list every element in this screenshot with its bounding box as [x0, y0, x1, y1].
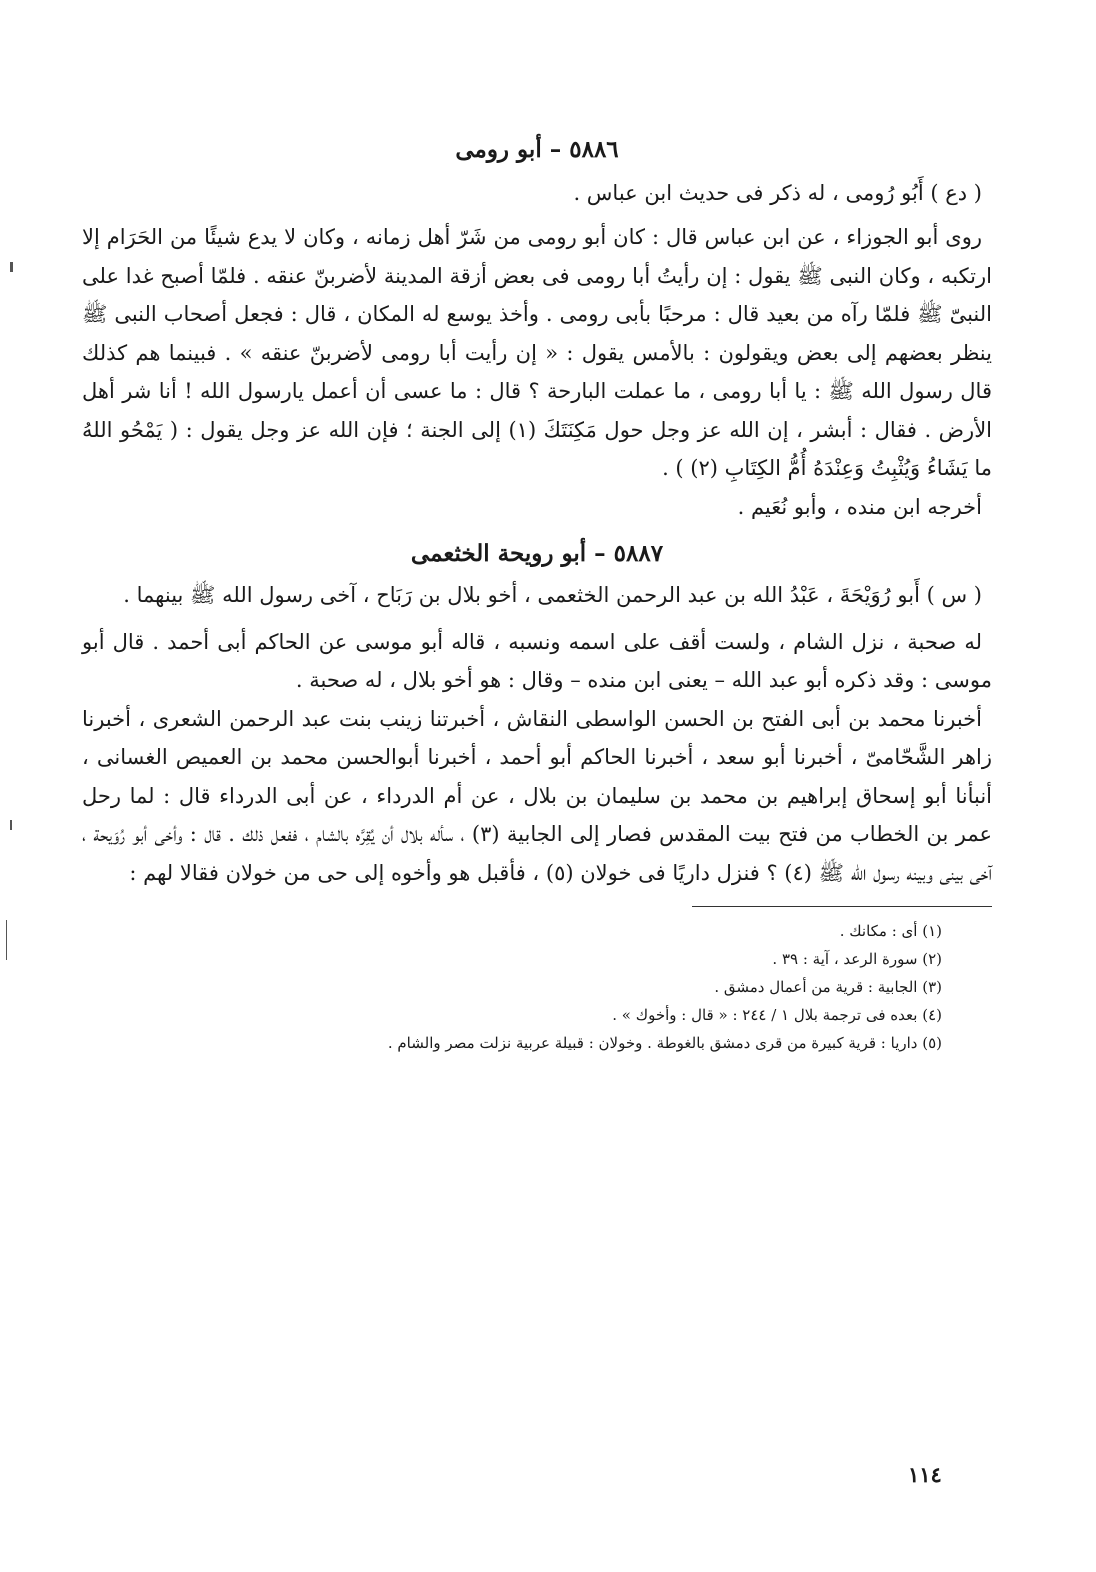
- page-body: [82, 128, 992, 1057]
- entry-5887-paragraph-2: أخبرنا محمد بن أبى الفتح بن الحسن الواسطى النقاش ، أخبرتنا زينب بنت عبد الرحمن الشعرى ، أخبرنا زاهر الشَّحّامىّ ، أخبرنا أبو سعد ، أخبرنا الحاكم أبو أحمد ، أخبرنا أبوالحسن محمد بن العميص الغسانى ، أنبأنا أبو إسحاق إبراهيم بن محمد بن سليمان بن بلال ، عن أم الدرداء ، عن أبى الدرداء قال : لما رحل عمر بن الخطاب من فتح بيت المقدس فصار إلى الجابية (٣) ، سأله بلال أن يُقِرَّه بالشام ، ففعل ذلك . قال : وأخى أبو رُوَيحة ، آخى بينى وبينه رسول الله ﷺ (٤) ؟ فنزل داريًا فى خولان (٥) ، فأقبل هو وأخوه إلى حى من خولان فقالا لهم :: [82, 706, 992, 885]
- scan-artifact-left-3: [6, 920, 7, 960]
- entry-5886-paragraph: روى أبو الجوزاء ، عن ابن عباس قال : كان أبو رومى من شَرّ أهل زمانه ، وكان لا يدع شيئًا من الحَرَام إلا ارتكبه ، وكان النبى ﷺ يقول : إن رأيتُ أبا رومى فى بعض أزقة المدينة لأضربنّ عنقه . فلمّا أصبح غدا على النبىّ ﷺ فلمّا رآه من بعيد قال : مرحبًا بأبى رومى . وأخذ يوسع له المكان ، قال : فجعل أصحاب النبى ﷺ ينظر بعضهم إلى بعض ويقولون : بالأمس يقول : « إن رأيت أبا رومى لأضربنّ عنقه » . فبينما هم كذلك قال رسول الله ﷺ : يا أبا رومى ، ما عملت البارحة ؟ قال : ما عسى أن أعمل يارسول الله ! أنا شر أهل الأرض . فقال : أبشر ، إن الله عز وجل حول مَكِنَتَكَ (١) إلى الجنة ؛ فإن الله عز وجل يقول : ( يَمْحُو اللهُ ما يَشَاءُ وَيُثْبِتُ وَعِنْدَهُ أُمُّ الكِتَابِ (٢) ) .: [82, 225, 992, 480]
- entry-5887-paragraph-1: له صحبة ، نزل الشام ، ولست أقف على اسمه ونسبه ، قاله أبو موسى عن الحاكم أبى أحمد . قال أبو موسى : وقد ذكره أبو عبد الله – يعنى ابن منده – وقال : هو أخو بلال ، له صحبة .: [82, 629, 992, 692]
- footnote-4: (٤) بعده فى ترجمة بلال ١ / ٢٤٤ : « قال : وأخوك » .: [612, 1006, 942, 1024]
- entry-5886-heading: ٥٨٨٦ – أبو رومى: [455, 136, 619, 163]
- page-number: ١١٤: [908, 1462, 942, 1487]
- footnote-divider: [692, 906, 992, 907]
- footnote-3: (٣) الجابية : قرية من أعمال دمشق .: [714, 978, 942, 996]
- footnotes: [82, 917, 942, 1057]
- entry-5886-intro: ( دع ) أَبُو رُومى ، له ذكر فى حديث ابن عباس .: [573, 181, 982, 205]
- entry-5887-heading: ٥٨٨٧ – أبو رويحة الخثعمى: [410, 540, 664, 567]
- scan-artifact-left-1: [10, 262, 13, 272]
- scan-artifact-left-2: [10, 820, 12, 830]
- entry-5887-intro: ( س ) أَبو رُوَيْحَةَ ، عَبْدُ الله بن عبد الرحمن الخثعمى ، أخو بلال بن رَبَاح ، آخى رسول الله ﷺ بينهما .: [123, 583, 982, 607]
- entry-5886-source: أخرجه ابن منده ، وأبو نُعَيم .: [737, 494, 982, 519]
- footnote-5: (٥) داريا : قرية كبيرة من قرى دمشق بالغوطة . وخولان : قبيلة عربية نزلت مصر والشام .: [387, 1034, 942, 1052]
- footnote-2: (٢) سورة الرعد ، آية : ٣٩ .: [772, 950, 942, 968]
- footnote-1: (١) أى : مكانك .: [839, 922, 942, 940]
